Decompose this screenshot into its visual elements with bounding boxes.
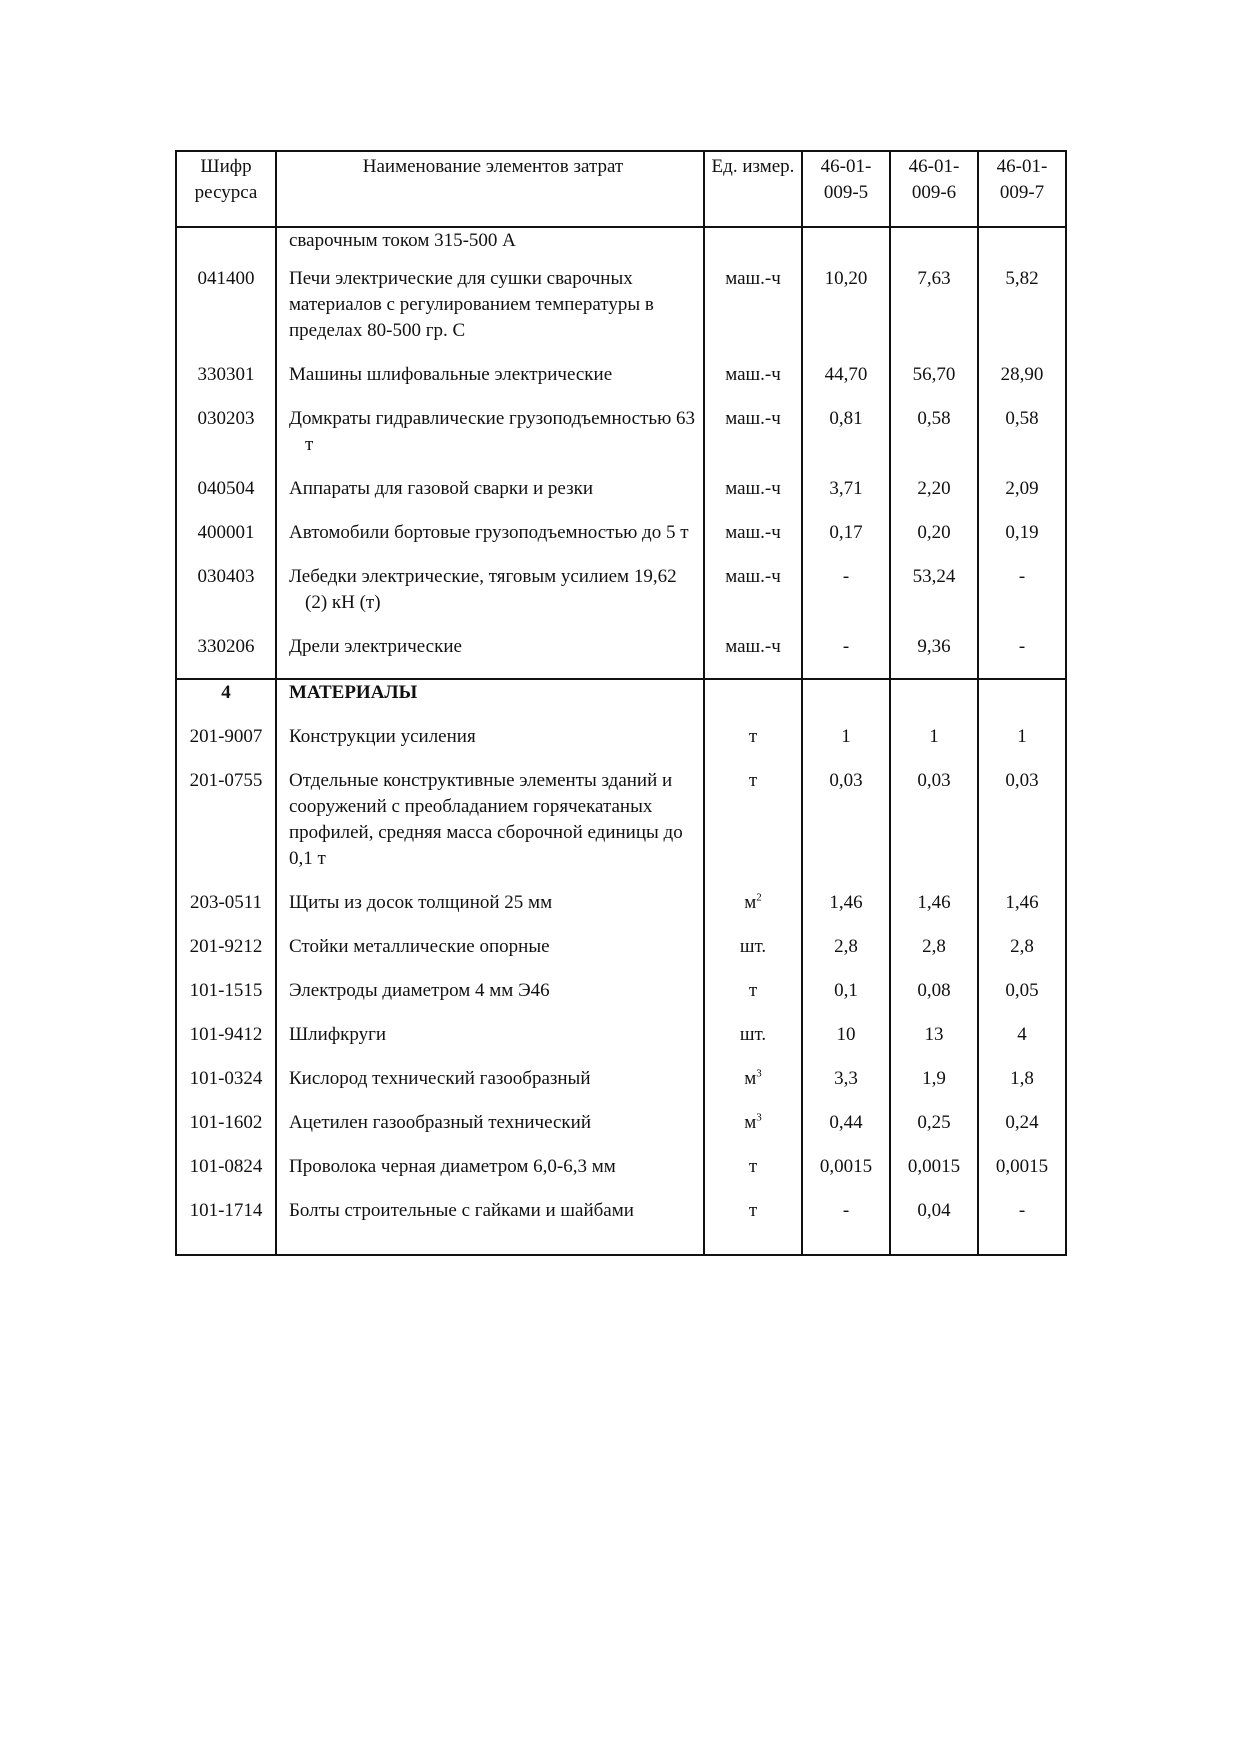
resource-code: 030203 [176, 406, 276, 476]
value-col1: 44,70 [802, 362, 890, 406]
value-col1: 3,71 [802, 476, 890, 520]
section-number: 4 [176, 679, 276, 724]
value-col2: 0,04 [890, 1198, 978, 1255]
table-row [176, 978, 1066, 1022]
table-row [176, 890, 1066, 934]
unit-cell [704, 890, 802, 934]
table-row [176, 724, 1066, 768]
resource-name: Электроды диаметром 4 мм Э46 [276, 978, 704, 1022]
value-col3: 0,58 [978, 406, 1066, 476]
value-col1: 0,0015 [802, 1154, 890, 1198]
resource-name-text: Автомобили бортовые грузоподъемностью до 5 т [289, 522, 689, 543]
value-col2: 9,36 [890, 634, 978, 679]
value-col3: - [978, 564, 1066, 634]
table-row [176, 564, 1066, 634]
table-row [176, 476, 1066, 520]
unit-cell [704, 520, 802, 564]
value-col1: 10,20 [802, 266, 890, 362]
unit-superscript: 2 [756, 891, 762, 904]
value-col2: 0,08 [890, 978, 978, 1022]
table-row [176, 1022, 1066, 1066]
resource-code: 101-1515 [176, 978, 276, 1022]
unit-cell [704, 1198, 802, 1255]
empty-cell [704, 679, 802, 724]
resource-name: Болты строительные с гайками и шайбами [276, 1198, 704, 1255]
unit-superscript: 3 [756, 1067, 762, 1080]
value-col2: 1 [890, 724, 978, 768]
empty-cell [978, 679, 1066, 724]
value-col2: 0,0015 [890, 1154, 978, 1198]
table-row [176, 1110, 1066, 1154]
resource-name: Проволока черная диаметром 6,0-6,3 мм [276, 1154, 704, 1198]
resource-code: 101-9412 [176, 1022, 276, 1066]
value-col2: 13 [890, 1022, 978, 1066]
resource-name [276, 406, 704, 476]
value-col2: 1,46 [890, 890, 978, 934]
resource-name: Дрели электрические [276, 634, 704, 679]
header-code: Шифр ресурса [176, 151, 276, 227]
value-col2: 7,63 [890, 266, 978, 362]
value-col2: 2,8 [890, 934, 978, 978]
table-row [176, 520, 1066, 564]
resource-code: 040504 [176, 476, 276, 520]
table-row [176, 1154, 1066, 1198]
value-col3: 4 [978, 1022, 1066, 1066]
resource-name: Аппараты для газовой сварки и резки [276, 476, 704, 520]
resource-code: 203-0511 [176, 890, 276, 934]
resource-name: Стойки металлические опорные [276, 934, 704, 978]
value-col1: 10 [802, 1022, 890, 1066]
unit-text: т [748, 980, 758, 1001]
resource-code: 041400 [176, 266, 276, 362]
value-col3: 1,8 [978, 1066, 1066, 1110]
value-col3: 2,8 [978, 934, 1066, 978]
unit-cell [704, 978, 802, 1022]
header-unit: Ед. измер. [704, 151, 802, 227]
resource-name [276, 520, 704, 564]
section-title: МАТЕРИАЛЫ [276, 679, 704, 724]
unit-cell [704, 724, 802, 768]
unit-cell [704, 634, 802, 679]
section-row [176, 679, 1066, 724]
resource-code: 330206 [176, 634, 276, 679]
unit-cell [704, 266, 802, 362]
value-col2: 0,25 [890, 1110, 978, 1154]
unit-text: т [748, 1156, 758, 1177]
resource-code: 101-1714 [176, 1198, 276, 1255]
table-row [176, 934, 1066, 978]
table-body [176, 227, 1066, 1255]
table-row [176, 406, 1066, 476]
value-col2: 53,24 [890, 564, 978, 634]
value-col1: 3,3 [802, 1066, 890, 1110]
unit-text: т [748, 770, 758, 791]
value-col3: 5,82 [978, 266, 1066, 362]
unit-text: маш.-ч [725, 408, 781, 429]
value-col2: 0,03 [890, 768, 978, 890]
unit-cell [704, 1110, 802, 1154]
table-row [176, 362, 1066, 406]
value-col2: 0,58 [890, 406, 978, 476]
unit-text: маш.-ч [725, 522, 781, 543]
value-col1: - [802, 1198, 890, 1255]
unit-cell [704, 564, 802, 634]
table-header-row [176, 151, 1066, 227]
resource-name-text: Лебедки электрические, тяговым усилием 19,62 (2) кН (т) [289, 566, 677, 613]
resource-name: Ацетилен газообразный технический [276, 1110, 704, 1154]
unit-text: маш.-ч [725, 478, 781, 499]
unit-text: м [744, 1068, 757, 1089]
unit-text: маш.-ч [725, 636, 781, 657]
unit-cell [704, 1022, 802, 1066]
resource-name: Машины шлифовальные электрические [276, 362, 704, 406]
resource-name: Кислород технический газообразный [276, 1066, 704, 1110]
value-col1: 0,81 [802, 406, 890, 476]
resource-name: Конструкции усиления [276, 724, 704, 768]
value-col3: 0,0015 [978, 1154, 1066, 1198]
value-col3: 1,46 [978, 890, 1066, 934]
table-row [176, 768, 1066, 890]
resource-code: 101-0324 [176, 1066, 276, 1110]
resource-name-text: Домкраты гидравлические грузоподъемностью 63 т [289, 408, 696, 455]
resource-name: Шлифкруги [276, 1022, 704, 1066]
resource-name: Отдельные конструктивные элементы зданий и сооружений с преобладанием горячекатаных профилей, средняя масса сборочной единицы до 0,1 т [276, 768, 704, 890]
resource-name [276, 564, 704, 634]
empty-cell [890, 679, 978, 724]
continuation-row [176, 227, 1066, 266]
value-col1: 1 [802, 724, 890, 768]
header-col3: 46-01-009-7 [978, 151, 1066, 227]
unit-text: маш.-ч [725, 364, 781, 385]
value-col2: 56,70 [890, 362, 978, 406]
header-name: Наименование элементов затрат [276, 151, 704, 227]
resource-code: 400001 [176, 520, 276, 564]
value-col1: - [802, 564, 890, 634]
unit-text: маш.-ч [725, 268, 781, 289]
value-col3: 0,03 [978, 768, 1066, 890]
value-col1: 0,17 [802, 520, 890, 564]
value-col1: 0,03 [802, 768, 890, 890]
value-col3: 0,05 [978, 978, 1066, 1022]
resource-code: 101-1602 [176, 1110, 276, 1154]
unit-cell [704, 1066, 802, 1110]
value-col3: 2,09 [978, 476, 1066, 520]
header-col1: 46-01-009-5 [802, 151, 890, 227]
table-row [176, 634, 1066, 679]
value-col2: 1,9 [890, 1066, 978, 1110]
unit-cell [704, 406, 802, 476]
unit-cell [704, 934, 802, 978]
value-col3: - [978, 1198, 1066, 1255]
continuation-text: сварочным током 315-500 А [276, 227, 704, 266]
value-col2: 0,20 [890, 520, 978, 564]
document-page [175, 150, 1065, 1256]
unit-cell [704, 768, 802, 890]
resource-code: 330301 [176, 362, 276, 406]
value-col1: - [802, 634, 890, 679]
value-col3: - [978, 634, 1066, 679]
header-col2: 46-01-009-6 [890, 151, 978, 227]
value-col3: 0,19 [978, 520, 1066, 564]
unit-text: м [744, 1112, 757, 1133]
table-row [176, 266, 1066, 362]
table-row [176, 1198, 1066, 1255]
value-col3: 28,90 [978, 362, 1066, 406]
unit-cell [704, 362, 802, 406]
unit-cell [704, 1154, 802, 1198]
value-col2: 2,20 [890, 476, 978, 520]
resource-name: Щиты из досок толщиной 25 мм [276, 890, 704, 934]
unit-text: шт. [739, 1024, 767, 1045]
value-col1: 2,8 [802, 934, 890, 978]
unit-text: шт. [739, 936, 767, 957]
value-col1: 0,44 [802, 1110, 890, 1154]
value-col1: 0,1 [802, 978, 890, 1022]
value-col3: 1 [978, 724, 1066, 768]
unit-text: м [744, 892, 757, 913]
resource-table [175, 150, 1067, 1256]
resource-code: 201-9007 [176, 724, 276, 768]
value-col1: 1,46 [802, 890, 890, 934]
value-col3: 0,24 [978, 1110, 1066, 1154]
table-row [176, 1066, 1066, 1110]
unit-text: маш.-ч [725, 566, 781, 587]
unit-text: т [748, 1200, 758, 1221]
unit-cell [704, 476, 802, 520]
resource-code: 030403 [176, 564, 276, 634]
empty-cell [802, 679, 890, 724]
unit-superscript: 3 [756, 1111, 762, 1124]
resource-code: 201-9212 [176, 934, 276, 978]
unit-text: т [748, 726, 758, 747]
resource-code: 201-0755 [176, 768, 276, 890]
resource-name: Печи электрические для сушки сварочных материалов с регулированием температуры в пределах 80-500 гр. С [276, 266, 704, 362]
resource-code: 101-0824 [176, 1154, 276, 1198]
